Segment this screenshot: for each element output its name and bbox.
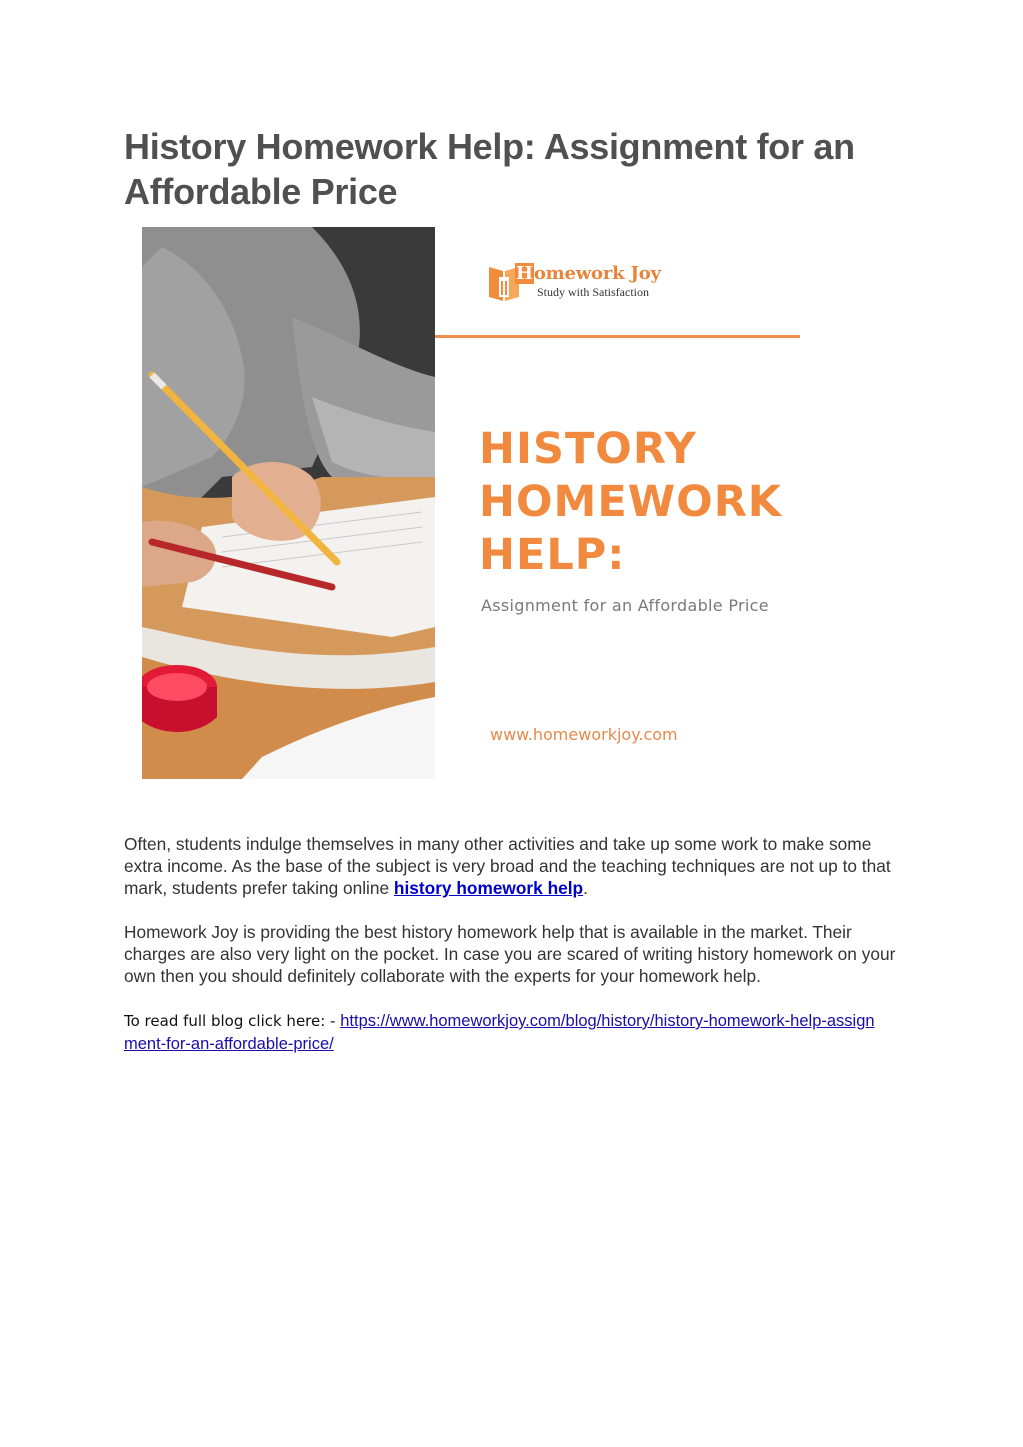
- intro-period: .: [583, 878, 588, 898]
- banner-headline: [479, 423, 782, 582]
- intro-paragraph: [124, 833, 899, 899]
- body-paragraph: Homework Joy is providing the best history homework help that is available in the market. Their charges are also very light on the pocket. In case you are scared of writing history homework on your own then you should definitely collaborate with the experts for your homework help.: [124, 922, 896, 986]
- banner-url: www.homeworkjoy.com: [490, 725, 678, 744]
- brand-initial: H: [516, 263, 533, 284]
- brand-name: [515, 263, 661, 284]
- intro-text: Often, students indulge themselves in many other activities and take up some work to make some extra income. As the base of the subject is very broad and the teaching techniques are not up to that mark, students prefer taking online: [124, 834, 891, 898]
- student-writing-photo: [142, 227, 435, 779]
- page-title: History Homework Help: Assignment for an Affordable Price: [124, 126, 855, 212]
- banner-subtitle: Assignment for an Affordable Price: [481, 596, 769, 615]
- read-more-prefix: To read full blog click here: -: [124, 1012, 341, 1030]
- promo-banner-image: [142, 227, 808, 779]
- headline-line: HELP:: [479, 530, 626, 580]
- brand-tagline: Study with Satisfaction: [537, 285, 649, 299]
- full-blog-link[interactable]: https://www.homeworkjoy.com/blog/history/history-homework-help-assignment-for-an-affordable-price/: [124, 1012, 875, 1053]
- headline-line: HOMEWORK: [479, 477, 783, 527]
- brand-name-rest: omework Joy: [533, 263, 661, 284]
- history-homework-help-link[interactable]: history homework help: [393, 878, 584, 898]
- headline-line: HISTORY: [479, 424, 697, 474]
- homework-joy-logo: [487, 259, 677, 305]
- read-more-line: [124, 1010, 884, 1056]
- orange-divider: [435, 335, 800, 338]
